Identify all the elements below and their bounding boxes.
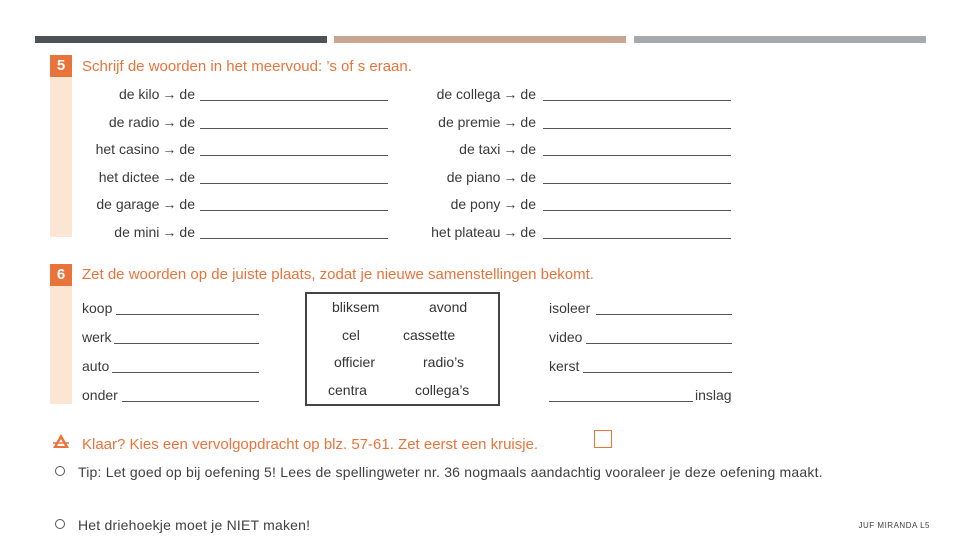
answer-line[interactable] <box>596 314 732 315</box>
exercise-5-number: 5 <box>50 55 72 77</box>
arrow-icon: → <box>503 86 518 102</box>
ex5-word: de pony <box>450 196 501 212</box>
ex5-right-row <box>400 224 536 244</box>
arrow-icon: → <box>503 224 518 240</box>
ex5-target: de <box>520 86 536 102</box>
answer-line[interactable] <box>122 401 259 402</box>
ex5-right-row <box>400 114 536 134</box>
ex5-target: de <box>179 169 195 185</box>
header-bar-tan <box>334 36 626 43</box>
answer-line[interactable] <box>200 100 388 101</box>
ex5-target: de <box>179 196 195 212</box>
answer-line[interactable] <box>543 128 731 129</box>
checkbox[interactable] <box>594 430 612 448</box>
answer-line[interactable] <box>200 155 388 156</box>
answer-line[interactable] <box>112 372 259 373</box>
box-word: radio’s <box>423 354 464 370</box>
bullet-icon <box>55 466 65 476</box>
ex5-right-row <box>400 141 536 161</box>
ex5-word: de radio <box>108 114 160 130</box>
ex5-word: de collega <box>436 86 501 102</box>
ex6-right-word: isoleer <box>549 300 591 316</box>
box-word: centra <box>328 382 367 398</box>
exercise-6-title: Zet de woorden op de juiste plaats, zodat je nieuwe samenstellingen bekomt. <box>82 266 594 283</box>
ex5-word: de piano <box>446 169 501 185</box>
box-word: bliksem <box>332 299 380 315</box>
warning-text: Het driehoekje moet je NIET maken! <box>78 517 311 533</box>
ex5-target: de <box>179 114 195 130</box>
exercise-5-title: Schrijf de woorden in het meervoud: ’s of s eraan. <box>82 58 412 75</box>
arrow-icon: → <box>162 196 177 212</box>
arrow-icon: → <box>503 196 518 212</box>
ex6-right-word: video <box>549 329 583 345</box>
answer-line[interactable] <box>543 155 731 156</box>
ex5-left-row <box>60 196 195 216</box>
box-word: cel <box>342 327 360 343</box>
ex5-target: de <box>520 141 536 157</box>
answer-line[interactable] <box>200 183 388 184</box>
ex5-word: de garage <box>96 196 160 212</box>
ex5-target: de <box>520 196 536 212</box>
ex6-left-word: werk <box>82 329 112 345</box>
ex5-left-row <box>60 224 195 244</box>
answer-line[interactable] <box>200 128 388 129</box>
ex5-target: de <box>179 86 195 102</box>
ex5-target: de <box>179 224 195 240</box>
klaar-text: Klaar? Kies een vervolgopdracht op blz. 57-61. Zet eerst een kruisje. <box>82 436 539 453</box>
ex5-target: de <box>520 114 536 130</box>
arrow-icon: → <box>162 86 177 102</box>
answer-line[interactable] <box>586 343 732 344</box>
ex6-left-word: auto <box>82 358 110 374</box>
ex6-right-word: kerst <box>549 358 580 374</box>
ex5-word: de premie <box>438 114 501 130</box>
ex5-right-row <box>400 86 536 106</box>
ex5-left-row <box>60 141 195 161</box>
bullet-icon <box>55 519 65 529</box>
arrow-icon: → <box>162 169 177 185</box>
ex5-left-row <box>60 114 195 134</box>
answer-line[interactable] <box>543 210 731 211</box>
arrow-icon: → <box>162 114 177 130</box>
ex5-left-row <box>60 169 195 189</box>
answer-line[interactable] <box>583 372 732 373</box>
ex5-word: het dictee <box>98 169 160 185</box>
ex5-word: de mini <box>114 224 160 240</box>
box-word: collega’s <box>415 382 470 398</box>
box-word: cassette <box>403 327 456 343</box>
ex5-right-row <box>400 169 536 189</box>
arrow-icon: → <box>162 224 177 240</box>
footer-credit: JUF MIRANDA L5 <box>858 521 930 530</box>
answer-line[interactable] <box>114 343 259 344</box>
exercise-6-number: 6 <box>50 264 72 286</box>
ex5-target: de <box>520 169 536 185</box>
header-bar-dark <box>35 36 327 43</box>
arrow-icon: → <box>503 169 518 185</box>
ex5-word: het casino <box>95 141 160 157</box>
answer-line[interactable] <box>200 210 388 211</box>
answer-line[interactable] <box>200 238 388 239</box>
arrow-icon: → <box>503 114 518 130</box>
word-box <box>305 292 500 406</box>
answer-line[interactable] <box>116 314 259 315</box>
ex5-word: de kilo <box>118 86 160 102</box>
ex6-right-word: inslag <box>695 387 732 403</box>
header-bar-gray <box>634 36 926 43</box>
arrow-icon: → <box>503 141 518 157</box>
answer-line[interactable] <box>543 100 731 101</box>
arrow-icon: → <box>162 141 177 157</box>
ex5-left-row <box>60 86 195 106</box>
triangle-icon <box>52 433 70 449</box>
ex6-left-word: onder <box>82 387 118 403</box>
box-word: officier <box>334 354 375 370</box>
ex5-target: de <box>179 141 195 157</box>
ex5-right-row <box>400 196 536 216</box>
answer-line[interactable] <box>543 183 731 184</box>
tip-text: Tip: Let goed op bij oefening 5! Lees de spellingweter nr. 36 nogmaals aandachtig vooraleer je deze oefening maakt. <box>78 464 823 480</box>
ex5-target: de <box>520 224 536 240</box>
box-word: avond <box>429 299 468 315</box>
answer-line[interactable] <box>543 238 731 239</box>
ex6-left-word: koop <box>82 300 113 316</box>
answer-line[interactable] <box>549 401 693 402</box>
ex5-word: het plateau <box>431 224 501 240</box>
ex5-word: de taxi <box>459 141 501 157</box>
